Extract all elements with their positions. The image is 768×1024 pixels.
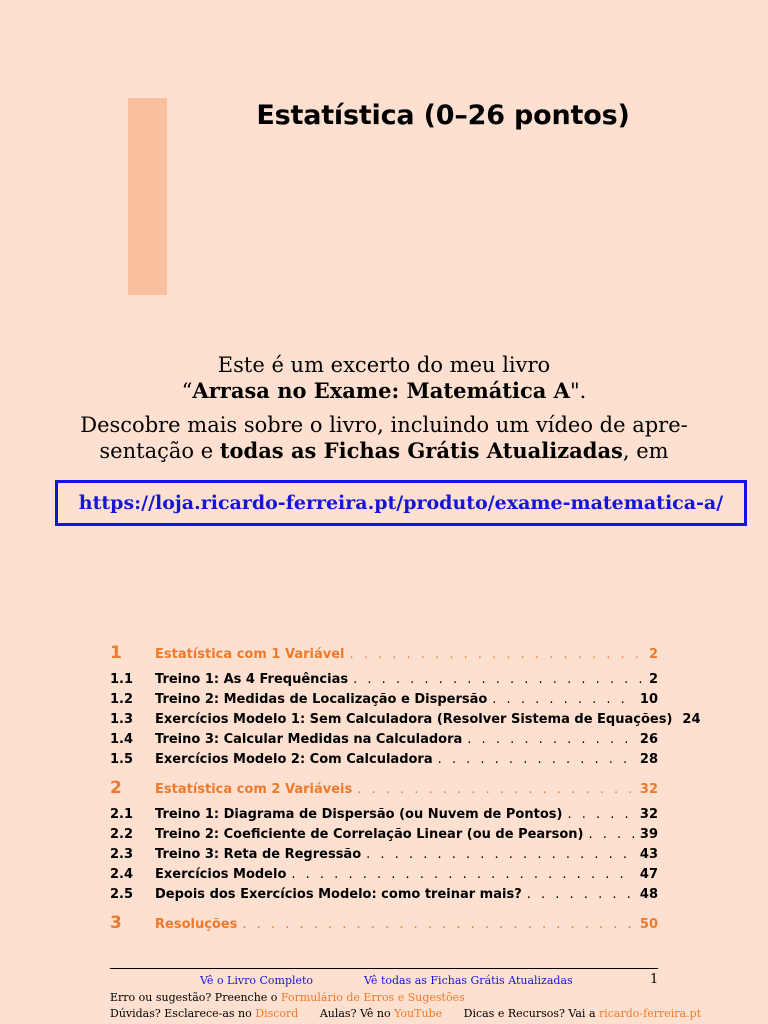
toc-number: 1.2 — [110, 692, 134, 707]
discover-line: Descobre mais sobre o livro, incluindo um vídeo de apre- — [80, 413, 688, 437]
quote-open: “ — [181, 379, 193, 403]
errors-text: Erro ou sugestão? Preenche o — [110, 991, 281, 1004]
toc-entry — [155, 692, 658, 707]
classes-text: Aulas? Vê no — [319, 1007, 395, 1020]
toc-number: 1.1 — [110, 672, 134, 687]
decorative-bar — [128, 98, 167, 295]
toc-section[interactable] — [110, 824, 658, 844]
toc-leader — [588, 827, 634, 842]
toc-page: 26 — [639, 732, 658, 747]
toc-leader — [291, 867, 635, 882]
toc-entry — [155, 807, 658, 822]
toc-chapter[interactable] — [110, 913, 658, 939]
toc-leader — [527, 887, 635, 902]
shop-link[interactable]: https://loja.ricardo-ferreira.pt/produto/exame-matematica-a/ — [78, 492, 724, 514]
toc-number: 2.5 — [110, 887, 134, 902]
toc-section[interactable] — [110, 884, 658, 904]
discover-text-end: , em — [622, 439, 669, 463]
toc-chapter[interactable] — [110, 778, 658, 804]
toc-entry — [155, 782, 658, 797]
discover-text: sentação e — [99, 439, 220, 463]
toc-leader — [349, 647, 643, 662]
book-title: Arrasa no Exame: Matemática A — [192, 378, 570, 403]
toc-section[interactable] — [110, 844, 658, 864]
toc-entry — [155, 732, 658, 747]
book-complete-link[interactable]: Vê o Livro Completo — [200, 974, 314, 987]
toc-leader — [366, 847, 635, 862]
shop-link-box — [55, 480, 747, 526]
toc-leader — [242, 917, 635, 932]
toc-page: 32 — [639, 807, 658, 822]
tips-text: Dicas e Recursos? Vai a — [463, 1007, 599, 1020]
toc-page: 2 — [648, 672, 658, 687]
toc-title: Treino 1: Diagrama de Dispersão (ou Nuvem de Pontos) — [155, 807, 563, 822]
fichas-link[interactable]: Vê todas as Fichas Grátis Atualizadas — [364, 974, 573, 987]
toc-page: 48 — [639, 887, 658, 902]
toc-page: 32 — [639, 782, 658, 797]
toc-title: Exercícios Modelo 1: Sem Calculadora (Resolver Sistema de Equações) — [155, 712, 673, 727]
toc-title: Exercícios Modelo — [155, 867, 287, 882]
toc-title: Estatística com 1 Variável — [155, 647, 345, 662]
toc-title: Estatística com 2 Variáveis — [155, 782, 353, 797]
toc-entry — [155, 752, 658, 767]
toc-section[interactable] — [110, 729, 658, 749]
toc-title: Exercícios Modelo 2: Com Calculadora — [155, 752, 433, 767]
toc-entry — [155, 867, 658, 882]
footer-rule — [110, 968, 658, 969]
toc-page: 24 — [682, 712, 701, 727]
intro-line: Este é um excerto do meu livro — [217, 353, 551, 377]
toc-leader — [438, 752, 635, 767]
doubts-text: Dúvidas? Esclarece-as no — [110, 1007, 256, 1020]
toc-title: Treino 1: As 4 Frequências — [155, 672, 349, 687]
toc-section[interactable] — [110, 804, 658, 824]
toc-page: 28 — [639, 752, 658, 767]
toc-entry — [155, 887, 658, 902]
intro-excerpt — [40, 353, 728, 404]
toc-title: Resoluções — [155, 917, 238, 932]
toc-title: Depois dos Exercícios Modelo: como treinar mais? — [155, 887, 522, 902]
toc-leader — [353, 672, 644, 687]
discord-link[interactable]: Discord — [255, 1007, 299, 1020]
toc-number: 1.3 — [110, 712, 134, 727]
toc-entry — [155, 847, 658, 862]
intro-discover — [40, 413, 728, 464]
toc-leader — [357, 782, 635, 797]
toc-leader — [567, 807, 634, 822]
toc-page: 2 — [648, 647, 658, 662]
toc-number: 3 — [110, 913, 122, 933]
toc-page: 50 — [639, 917, 658, 932]
toc-entry — [155, 827, 658, 842]
toc-number: 1.5 — [110, 752, 134, 767]
toc-section[interactable] — [110, 709, 701, 729]
page-title: Estatística (0–26 pontos) — [256, 100, 630, 131]
toc-entry — [155, 672, 658, 687]
toc-number: 2.2 — [110, 827, 134, 842]
toc-number: 2.3 — [110, 847, 134, 862]
toc-entry — [155, 647, 658, 662]
toc-chapter[interactable] — [110, 643, 658, 669]
toc-title: Treino 3: Reta de Regressão — [155, 847, 362, 862]
toc-number: 2.1 — [110, 807, 134, 822]
toc-section[interactable] — [110, 749, 658, 769]
book-title-line — [40, 378, 728, 404]
toc-page: 47 — [639, 867, 658, 882]
toc-entry — [155, 917, 658, 932]
page-number: 1 — [650, 972, 659, 987]
footer-help — [110, 1007, 701, 1020]
toc-title: Treino 2: Medidas de Localização e Dispersão — [155, 692, 488, 707]
errors-form-link[interactable]: Formulário de Erros e Sugestões — [280, 991, 465, 1004]
toc-leader — [492, 692, 635, 707]
toc-title: Treino 2: Coeficiente de Correlação Linear (ou de Pearson) — [155, 827, 584, 842]
fichas-highlight: todas as Fichas Grátis Atualizadas — [219, 438, 623, 463]
toc-number: 2 — [110, 778, 122, 798]
toc-page: 43 — [639, 847, 658, 862]
youtube-link[interactable]: YouTube — [394, 1007, 443, 1020]
toc-section[interactable] — [110, 689, 658, 709]
toc-number: 1.4 — [110, 732, 134, 747]
toc-title: Treino 3: Calcular Medidas na Calculadora — [155, 732, 463, 747]
toc-page: 10 — [639, 692, 658, 707]
table-of-contents — [110, 643, 701, 939]
toc-section[interactable] — [110, 864, 658, 884]
website-link[interactable]: ricardo-ferreira.pt — [599, 1007, 702, 1020]
toc-page: 39 — [639, 827, 658, 842]
footer-errors — [110, 991, 465, 1004]
toc-leader — [467, 732, 635, 747]
footer-links — [200, 974, 573, 987]
toc-section[interactable] — [110, 669, 658, 689]
toc-entry — [155, 712, 701, 727]
discover-line-2 — [40, 438, 728, 464]
toc-number: 2.4 — [110, 867, 134, 882]
toc-number: 1 — [110, 643, 122, 663]
quote-close: ". — [569, 379, 587, 403]
